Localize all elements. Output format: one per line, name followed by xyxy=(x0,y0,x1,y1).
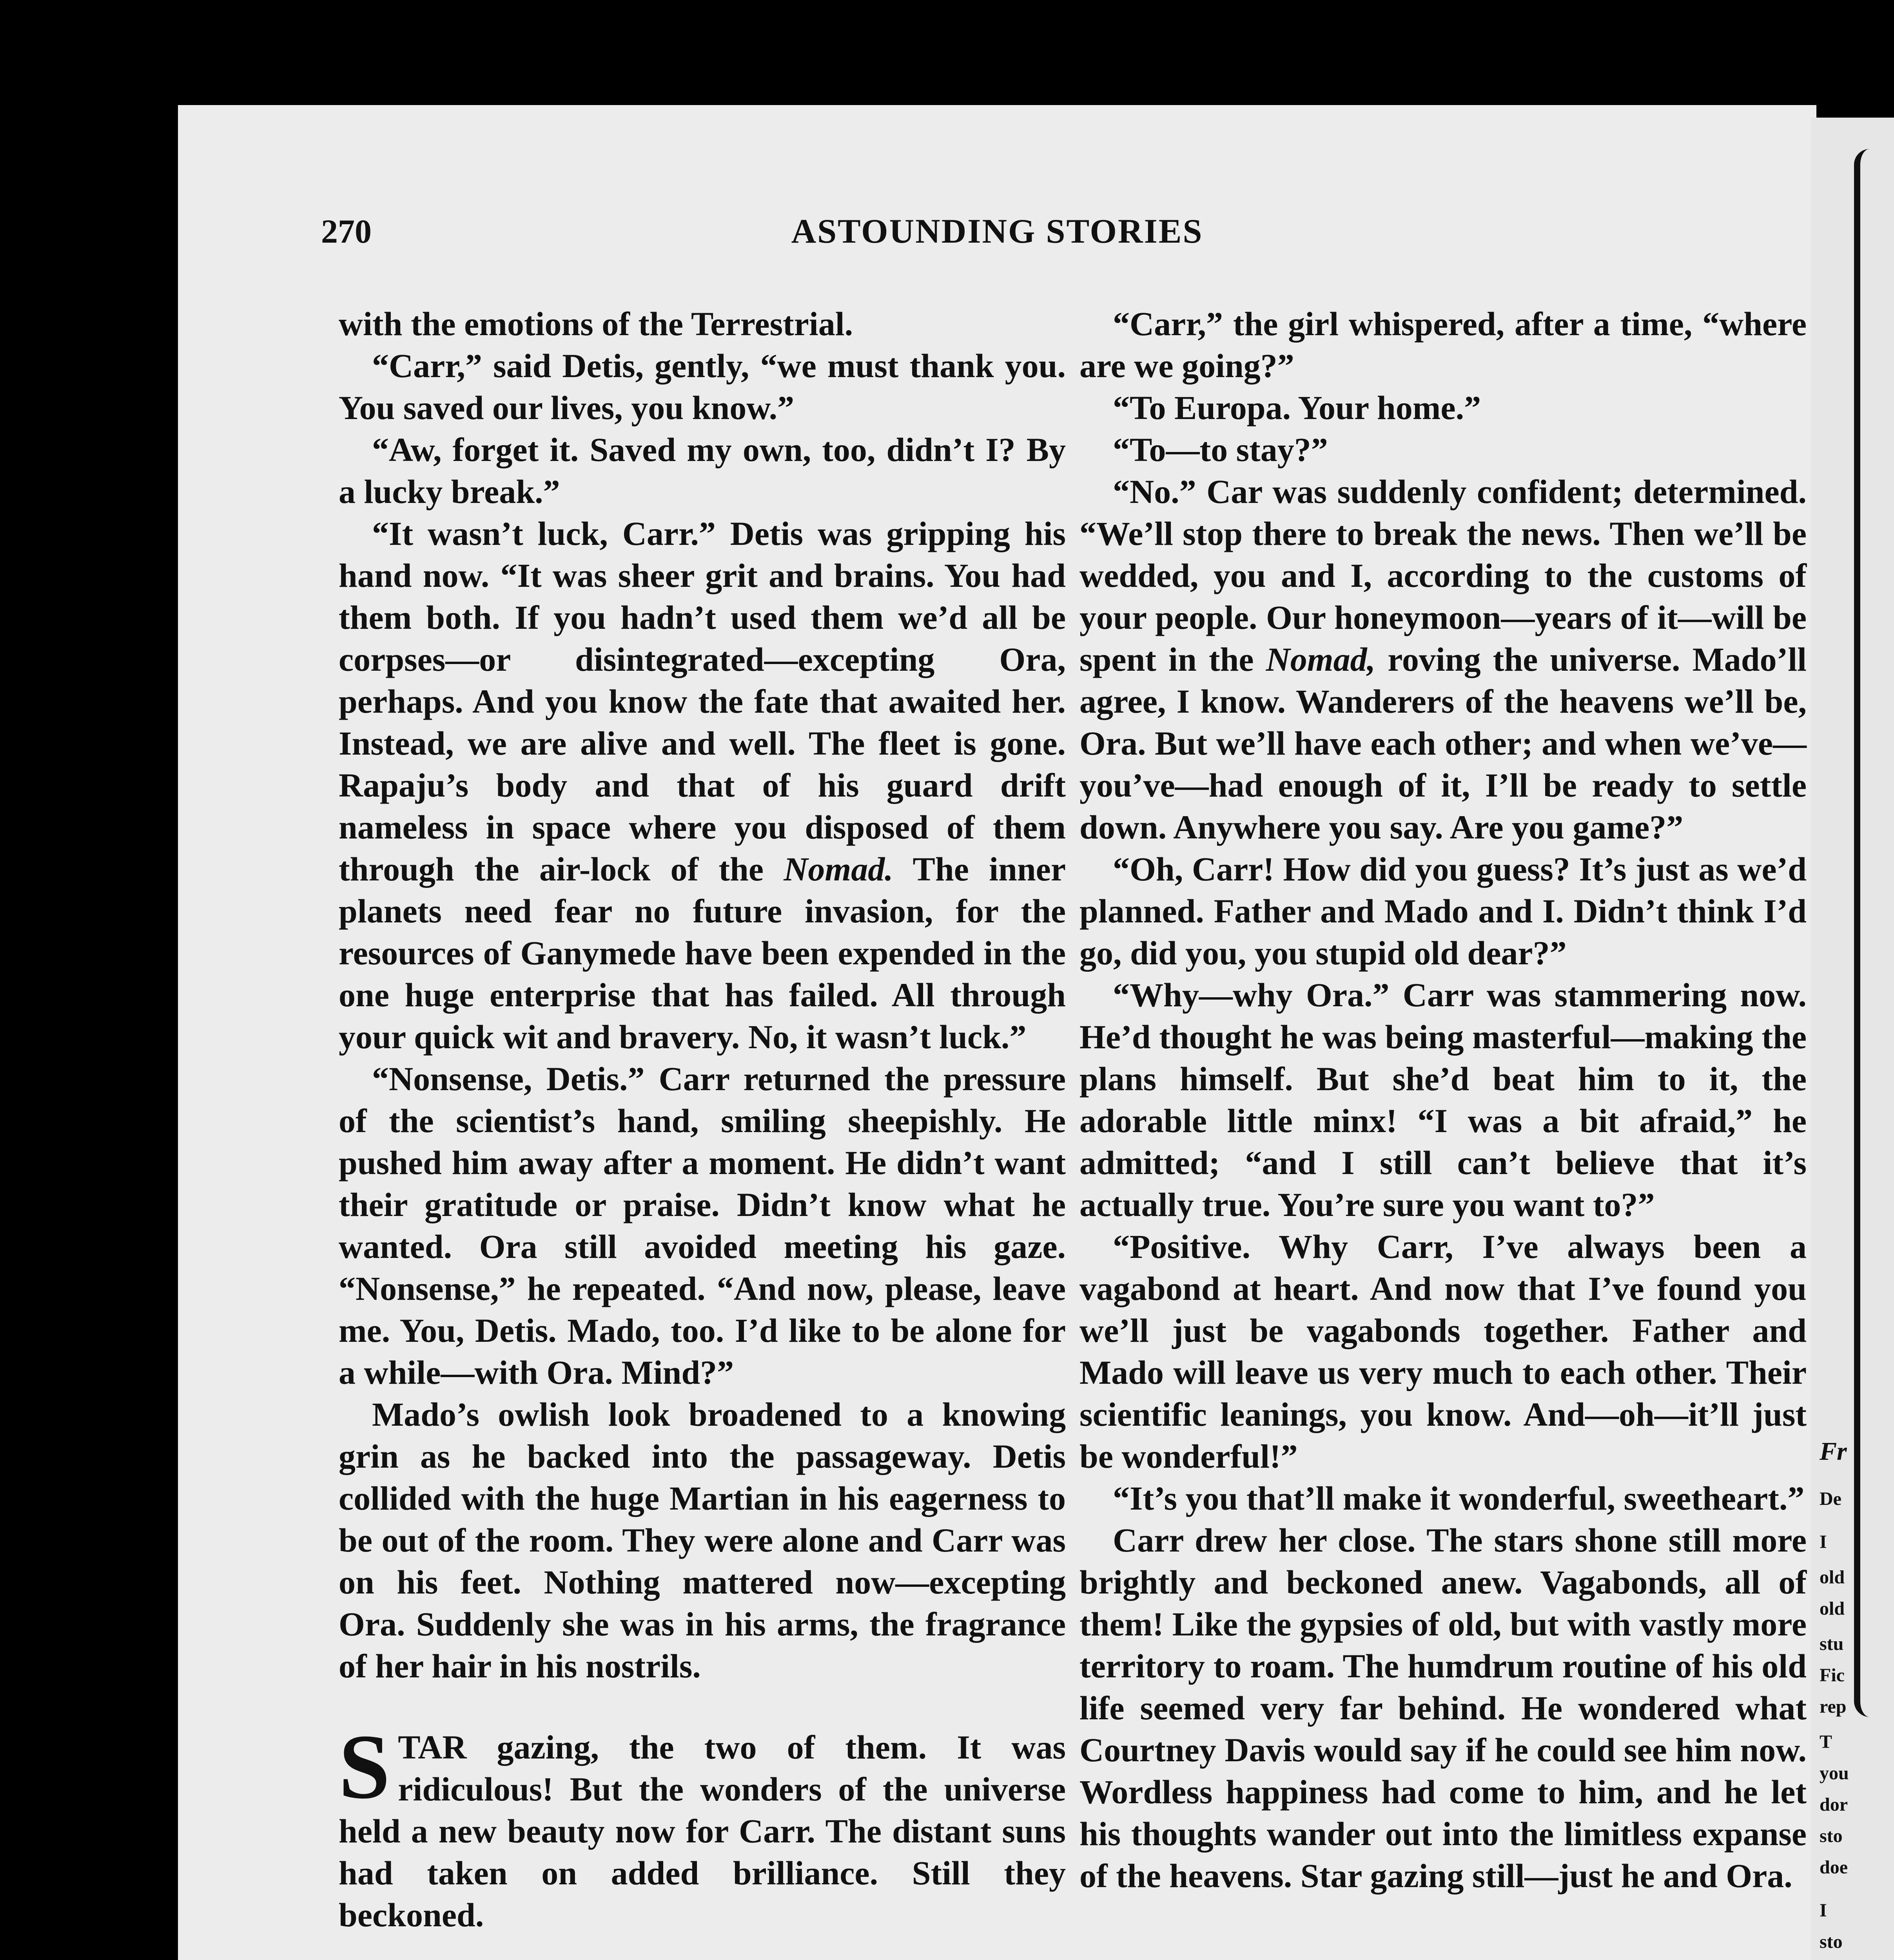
adjacent-text-fragment: De xyxy=(1820,1488,1841,1509)
right-text-column xyxy=(1079,303,1807,1897)
adjacent-text-fragment: you xyxy=(1820,1763,1849,1784)
paragraph: “Nonsense, Detis.” Carr returned the pressure of the scientist’s hand, smiling sheepishly. He pushed him away after a moment. He didn’t want their gratitude or praise. Didn’t know what he wanted. Ora still avoided meeting his gaze. “Nonsense,” he repeated. “And now, please, leave me. You, Detis. Mado, too. I’d like to be alone for a while—with Ora. Mind?” xyxy=(339,1060,1066,1391)
adjacent-page-edge xyxy=(1811,118,1894,1960)
adjacent-text-fragment: stu xyxy=(1820,1633,1844,1654)
running-head xyxy=(178,212,1816,251)
adjacent-text-fragment: rep xyxy=(1820,1696,1847,1717)
paragraph xyxy=(339,513,1066,1058)
magazine-title: ASTOUNDING STORIES xyxy=(791,212,1203,250)
section-paragraph xyxy=(339,1716,1066,1936)
paragraph: “Carr,” the girl whispered, after a time, “where are we going?” xyxy=(1079,305,1807,385)
ship-name: Nomad, xyxy=(1266,641,1376,678)
paragraph: Mado’s owlish look broadened to a knowing grin as he backed into the passageway. Detis collided with the huge Martian in his eagerness to be out of the room. They were alone and Carr was on his feet. Nothing mattered now—excepting Ora. Suddenly she was in his arms, the fragrance of her hair in his nostrils. xyxy=(339,1396,1066,1685)
ship-name: Nomad. xyxy=(784,850,893,888)
adjacent-text-fragment: Fr xyxy=(1820,1437,1847,1466)
paragraph: “Aw, forget it. Saved my own, too, didn’t I? By a lucky break.” xyxy=(339,431,1066,510)
page-number: 270 xyxy=(321,212,372,250)
paragraph: “Why—why Ora.” Carr was stammering now. He’d thought he was being masterful—making the plans himself. But she’d beat him to it, the adorable little minx! “I was a bit afraid,” he admitted; “and I still can’t believe that it’s actually true. You’re sure you want to?” xyxy=(1079,976,1807,1223)
paragraph: “Positive. Why Carr, I’ve always been a vagabond at heart. And now that I’ve found you we’ll just be vagabonds together. Father and Mado will leave us very much to each other. Their scientific leanings, you know. And—oh—it’ll just be wonderful!” xyxy=(1079,1228,1807,1475)
adjacent-text-fragment: doe xyxy=(1820,1857,1848,1878)
paragraph: “Carr,” said Detis, gently, “we must thank you. You saved our lives, you know.” xyxy=(339,347,1066,426)
drop-cap: S xyxy=(339,1716,390,1818)
adjacent-text-fragment: sto xyxy=(1820,1931,1843,1952)
paragraph: “To—to stay?” xyxy=(1113,431,1328,468)
paragraph xyxy=(1079,471,1807,848)
adjacent-text-fragment: sto xyxy=(1820,1826,1843,1846)
paragraph-text: The inner planets need fear no future invasion, for the resources of Ganymede have been expended in the one huge enterprise that has failed. All through your quick wit and bravery. No, it wasn’t luck.” xyxy=(339,850,1066,1056)
adjacent-text-fragment: I xyxy=(1820,1900,1827,1921)
adjacent-text-fragment: Fic xyxy=(1820,1665,1845,1686)
adjacent-text-fragment: I xyxy=(1820,1532,1827,1552)
adjacent-text-fragment: old xyxy=(1820,1567,1845,1588)
paragraph: with the emotions of the Terrestrial. xyxy=(339,305,853,343)
paragraph-text: “No.” Car was suddenly confident; determined. “We’ll stop there to break the news. Then we’ll be wedded, you and I, according to the customs of your people. Our honeymoon—years of it—will be spent in the xyxy=(1079,473,1807,678)
paragraph-text: TAR gazing, the two of them. It was ridiculous! But the wonders of the universe held a new beauty now for Carr. The distant suns had taken on added brilliance. Still they beckoned. xyxy=(339,1728,1066,1934)
adjacent-text-fragment: dor xyxy=(1820,1794,1848,1815)
illustration-fragment xyxy=(1854,149,1892,1717)
adjacent-text-fragment: old xyxy=(1820,1598,1845,1619)
paragraph: Carr drew her close. The stars shone still more brightly and beckoned anew. Vagabonds, all of them! Like the gypsies of old, but with vastly more territory to roam. The humdrum routine of his old life seemed very far behind. He wondered what Courtney Davis would say if he could see him now. Wordless happiness had come to him, and he let his thoughts wander out into the limitless expanse of the heavens. Star gazing still—just he and Ora. xyxy=(1079,1521,1807,1895)
paragraph: “To Europa. Your home.” xyxy=(1113,389,1481,426)
paragraph-text: roving the universe. Mado’ll agree, I know. Wanderers of the heavens we’ll be, Ora. But we’ll have each other; and when we’ve—you’ve—had enough of it, I’ll be ready to settle down. Anywhere you say. Are you game?” xyxy=(1079,641,1807,846)
adjacent-text-fragment: T xyxy=(1820,1731,1832,1752)
magazine-page xyxy=(178,105,1816,1960)
left-text-column xyxy=(339,303,1066,1936)
paragraph-text: “It wasn’t luck, Carr.” Detis was gripping his hand now. “It was sheer grit and brains. You had them both. If you hadn’t used them we’d all be corpses—or disintegrated—excepting Ora, perhaps. And you know the fate that awaited her. Instead, we are alive and well. The fleet is gone. Rapaju’s body and that of his guard drift nameless in space where you disposed of them through the air-lock of the xyxy=(339,515,1066,888)
paragraph: “It’s you that’ll make it wonderful, sweetheart.” xyxy=(1113,1479,1805,1517)
paragraph: “Oh, Carr! How did you guess? It’s just as we’d planned. Father and Mado and I. Didn’t think I’d go, did you, you stupid old dear?” xyxy=(1079,850,1807,972)
